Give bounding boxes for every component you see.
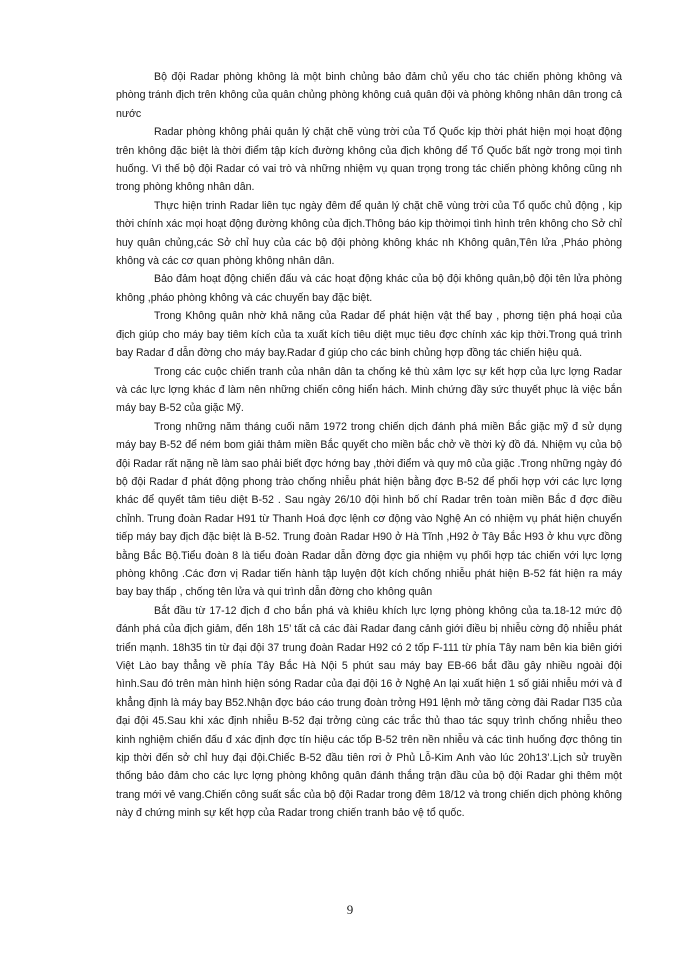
page-number: 9 [346,902,354,917]
body-text [116,68,622,823]
paragraph-8: Bắt đầu từ 17-12 địch đ cho bắn phá và khiêu khích lực lợng phòng không của ta.18-12 mức độ đánh phá của địch giảm, đến 18h 15’ tất cả các đài Radar đang cảnh giới điều bị nhiễu cờng độ nhiễu phát triển mạnh. 18h35 tin từ đại đội 37 trung đoàn Radar H92 có 2 tốp F-111 từ phía Tây nam bên kia biên giới Việt Lào bay thẳng về phía Tây Bắc Hà Nội 5 phút sau máy bay EB-66 bắt đầu gây nhiều ngoài đội hình.Sau đó trên màn hình hiện sóng Radar của đại đội 16 ở Nghệ An lại xuất hiện 1 số giải nhiễu mới và đ khẳng định là máy bay B52.Nhận đợc báo cáo trung đoàn trởng H91 lệnh mở tăng cờng đài Radar Π35 của đại đội 45.Sau khi xác định nhiễu B-52 đại trởng cùng các trắc thủ thao tác squy trình chống nhiễu theo kinh nghiệm chiến đấu đ xác định đợc tín hiệu các tốp B-52 trên nền nhiễu và các tình huống đợc thông tin kịp thời đến sở chỉ huy đại đội.Chiếc B-52 đầu tiên rơi ở Phủ Lỗ-Kim Anh vào lúc 20h13’.Lịch sử truyền thống bảo đảm cho các lực lợng phòng không quân đánh thắng trận đầu của bộ đội Radar ghi thêm một trang mới vẻ vang.Chiến công suất sắc của bộ đội Radar trong đêm 18/12 và trong chiến dịch phòng không này đ chứng minh sự kết hợp của Radar trong chiến tranh bảo vệ tổ quốc. [116,604,622,820]
paragraph-2: Radar phòng không phải quản lý chặt chẽ vùng trời của Tổ Quốc kịp thời phát hiện mọi hoạt động trên không đặc biệt là thời điểm tập kích đường không của địch không để Tổ Quốc bất ngờ trong mọi tình huống. Vì thế bộ đội Radar có vai trò và những nhiệm vụ quan trọng trong tác chiến phòng không cũng nh trong phòng không nhân dân. [116,126,622,194]
paragraph-1: Bộ đội Radar phòng không là một binh chủng bảo đảm chủ yếu cho tác chiến phòng không và phòng tránh địch trên không của quân chủng phòng không cuả quân đội và phòng không nhân dân trong cả nước [116,71,622,120]
paragraph-7: Trong những năm tháng cuối năm 1972 trong chiến dịch đánh phá miền Bắc giặc mỹ đ sử dụng máy bay B-52 để ném bom giải thảm miền Bắc quyết cho miền bắc chở về thời kỳ đồ đá. Nhiệm vụ của bộ đội Radar rất nặng nề làm sao phải biết đợc hớng bay ,thời điểm và quy mô của giặc .Trong những ngày đó bộ đội Radar đ phát động phong trào chống nhiễu phát hiện bằng đợc B-52 để phối hợp với các lực lợng khác để quyết tâm tiêu diệt B-52 . Sau ngày 26/10 đội hình bố chí Radar trên toàn miền Bắc đ đợc điều chỉnh. Trung đoàn Radar H91 từ Thanh Hoá đợc lệnh cơ động vào Nghệ An có nhiệm vụ phát hiện chuyển tiếp máy bay địch đặc biệt là B-52. Trung đoàn Radar H90 ở Hà Tĩnh ,H92 ở Tây Bắc H93 ở khu vực đồng bằng Bắc Bộ.Tiểu đoàn 8 là tiểu đoàn Radar dẫn đờng đợc gia nhiệm vụ phối hợp tác chiến với lực lợng phòng không .Các đơn vị Radar tiến hành tập luyện đột kích chống nhiễu phát hiện B-52 fát hiện ra máy bay bay thấp , chống tên lửa và qui trình dẫn đờng cho không quân [116,420,622,599]
paragraph-4: Bảo đảm hoạt động chiến đấu và các hoạt động khác của bộ đội không quân,bộ đội tên lửa phòng không ,pháo phòng không và các chuyến bay đặc biệt. [116,273,622,304]
paragraph-3: Thực hiện trinh Radar liên tục ngày đêm để quản lý chặt chẽ vùng trời của Tổ quốc chủ động , kịp thời chính xác mọi hoạt động đường không của địch.Thông báo kịp thờimọi tình hình trên không cho Sở chỉ huy quân chủng,các Sở chỉ huy của các bộ đội phòng không khác nh Không quân,Tên lửa ,Pháo phòng không và các cơ quan phòng không nhân dân. [116,199,622,268]
paragraph-6: Trong các cuộc chiến tranh của nhân dân ta chống kẻ thù xâm lợc sự kết hợp của lực lợng Radar và các lực lợng khác đ làm nên những chiến công hiển hách. Minh chứng đầy sức thuyết phục là việc bắn máy bay B-52 của giặc Mỹ. [116,365,622,415]
paragraph-5: Trong Không quân nhờ khả năng của Radar để phát hiện vật thể bay , phơng tiện phá hoại của địch giúp cho máy bay tiêm kích của ta xuất kích tiêu diệt mục tiêu đợc chính xác kịp thời.Trong quá trình bay Radar đ dẫn đờng cho máy bay.Radar đ giúp cho các binh chủng hợp đồng tác chiến hiệu quả. [116,310,622,360]
